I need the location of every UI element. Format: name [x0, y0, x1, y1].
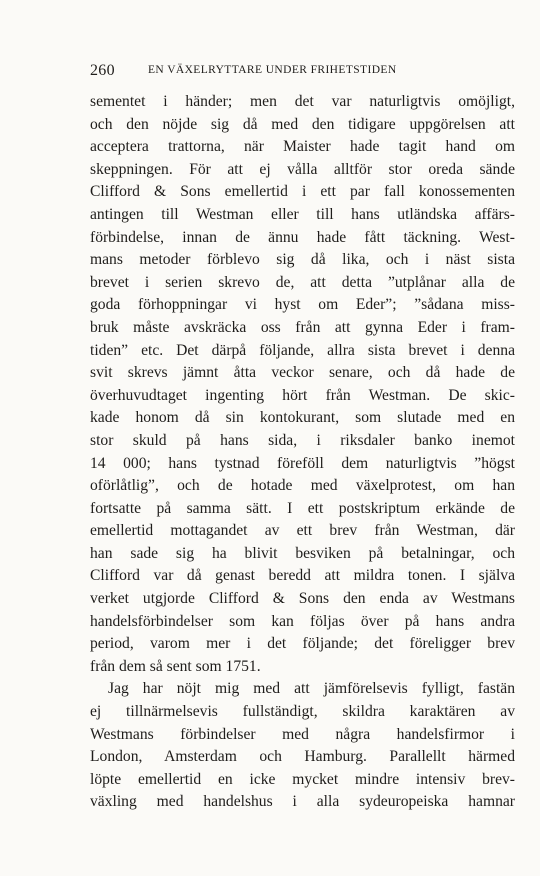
text-line: löpte emellertid en icke mycket mindre intensiv brev- — [90, 770, 515, 788]
running-head — [90, 62, 450, 82]
text-line: Jag har nöjt mig med att jämförelsevis fylligt, fastän — [108, 680, 515, 698]
text-line: förbindelse, innan de ännu hade fått täckning. West- — [90, 228, 515, 246]
text-line: han sade sig ha blivit besviken på betalningar, och — [90, 544, 515, 562]
text-line: och den nöjde sig då med den tidigare uppgörelsen att — [90, 115, 515, 133]
text-line: Clifford & Sons emellertid i ett par fall konossementen — [90, 183, 515, 201]
text-line: Westmans förbindelser med några handelsfirmor i — [90, 725, 515, 743]
text-line: 14 000; hans tystnad föreföll dem naturligtvis ”högst — [90, 454, 515, 472]
text-line: stor skuld på hans sida, i riksdaler banko inemot — [90, 431, 515, 449]
running-title: EN VÄXELRYTTARE UNDER FRIHETSTIDEN — [148, 64, 397, 76]
text-line: mans metoder förblevo sig då lika, och i näst sista — [90, 251, 515, 269]
text-line: tiden” etc. Det därpå följande, allra sista brevet i denna — [90, 341, 515, 359]
text-line: fortsatte på samma sätt. I ett postskriptum erkände de — [90, 499, 515, 517]
text-line: brevet i serien skrevo de, att detta ”utplånar alla de — [90, 273, 515, 291]
text-line: London, Amsterdam och Hamburg. Parallellt härmed — [90, 748, 515, 766]
text-line: period, varom mer i det följande; det föreligger brev — [90, 635, 515, 653]
text-line: bruk måste avskräcka oss från att gynna Eder i fram- — [90, 318, 515, 336]
paragraph — [90, 678, 515, 814]
text-line: skeppningen. För att ej vålla alltför stor oreda sände — [90, 160, 515, 178]
text-line: svit skrevs jämnt åtta veckor senare, och då hade de — [90, 364, 515, 382]
text-line: kade honom då sin kontokurant, som slutade med en — [90, 409, 515, 427]
text-line: handelsförbindelser som kan följas över på hans andra — [90, 612, 515, 630]
text-line: oförlåtlig”, och de hotade med växelprotest, om han — [90, 477, 515, 495]
text-line: växling med handelshus i alla sydeuropeiska hamnar — [90, 793, 515, 811]
text-line: sementet i händer; men det var naturligtvis omöjligt, — [90, 93, 515, 110]
text-line: Clifford var då genast beredd att mildra tonen. I själva — [90, 567, 515, 585]
text-line: verket utgjorde Clifford & Sons den enda av Westmans — [90, 590, 515, 608]
text-line: acceptera trattorna, när Maister hade tagit hand om — [90, 138, 515, 156]
text-line: goda förhoppningar vi hyst om Eder”; ”sådana miss- — [90, 296, 515, 314]
text-line: från dem så sent som 1751. — [90, 657, 261, 675]
text-line: antingen till Westman eller till hans utländska affärs- — [90, 205, 515, 223]
text-line: överhuvudtaget ingenting hört från Westman. De skic- — [90, 386, 515, 404]
text-line: emellertid mottagandet av ett brev från Westman, där — [90, 522, 515, 540]
page-number: 260 — [90, 62, 115, 79]
paragraph — [90, 91, 515, 678]
text-line: ej tillnärmelsevis fullständigt, skildra karaktären av — [90, 703, 515, 721]
body-text — [90, 91, 515, 814]
